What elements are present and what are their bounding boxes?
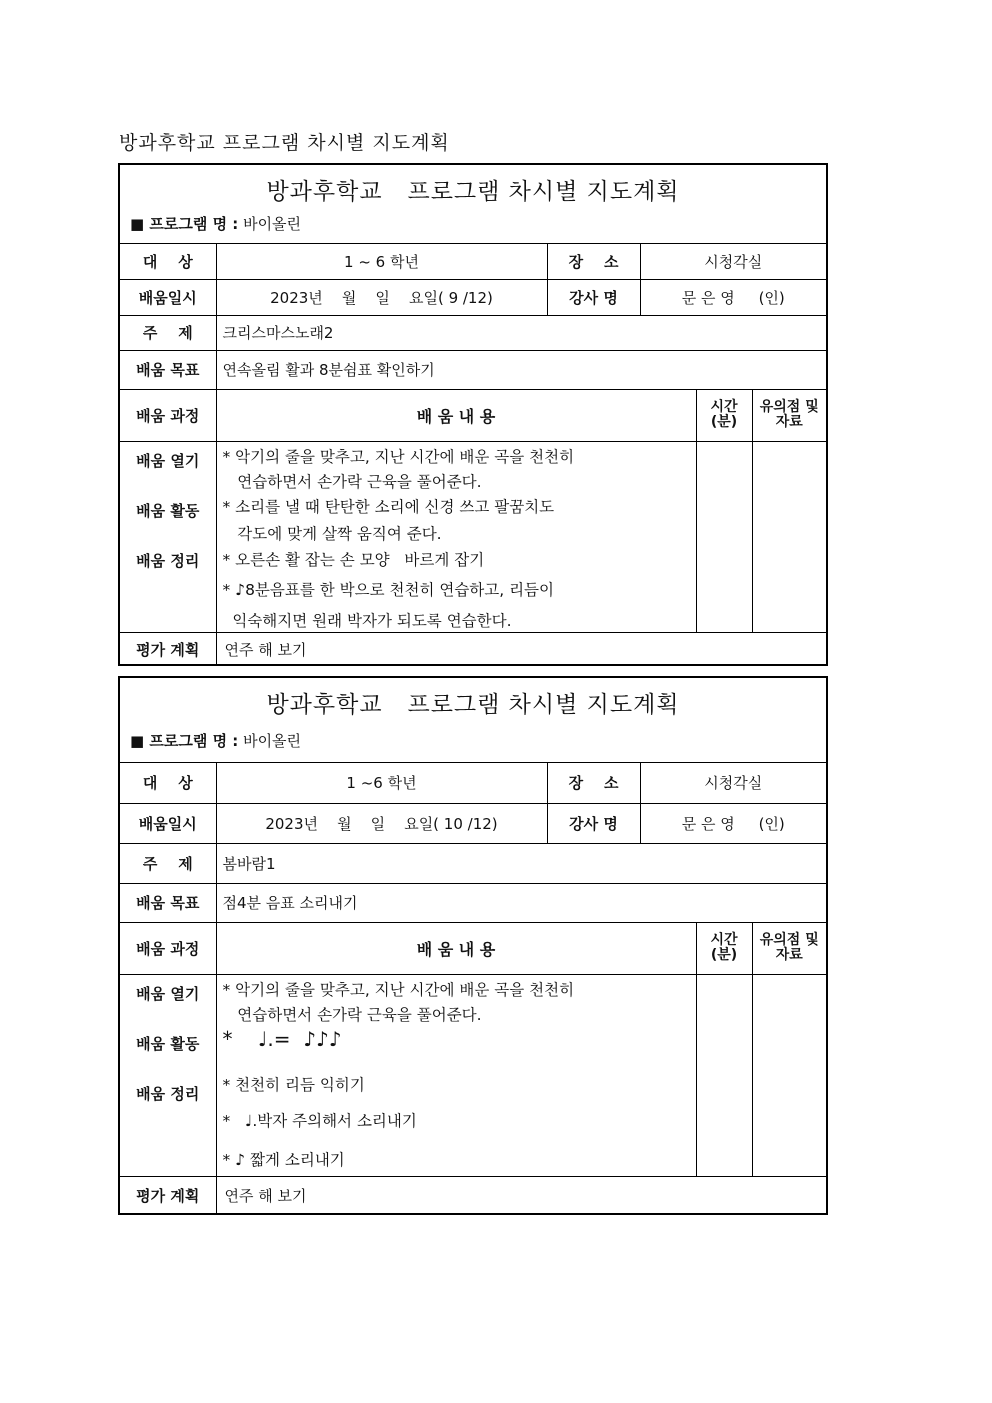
- place-value: 시청각실: [640, 244, 826, 279]
- time-cell: [696, 441, 752, 632]
- time-header-line-2: (분): [710, 947, 738, 963]
- teacher-label: 강사 명: [547, 279, 640, 315]
- topic-value: 봄바람1: [216, 843, 826, 883]
- teacher-label: 강사 명: [547, 803, 640, 843]
- program-name-label: ■ 프로그램 명 :: [130, 215, 239, 233]
- content-line: * 오른손 활 잡는 손 모양 바르게 잡기: [222, 550, 485, 569]
- content-line: 각도에 맞게 살짝 움직여 준다.: [222, 524, 442, 543]
- content-line: * 천천히 리듬 익히기: [222, 1075, 365, 1094]
- stage-open-label: 배움 열기: [136, 451, 200, 470]
- program-name-line: [130, 730, 301, 751]
- notes-header-line-2: 자료: [775, 414, 803, 430]
- lesson-plan-1: [118, 163, 828, 666]
- topic-label: 주 제: [120, 843, 216, 883]
- datetime-label: 배움일시: [120, 803, 216, 843]
- time-header-line-2: (분): [710, 414, 738, 430]
- datetime-value: 2023년 월 일 요일( 9 /12): [216, 279, 547, 315]
- datetime-label: 배움일시: [120, 279, 216, 315]
- notes-header-line-2: 자료: [775, 947, 803, 963]
- program-name-line: [130, 213, 301, 234]
- evaluation-label: 평가 계획: [120, 1176, 216, 1214]
- stage-close-label: 배움 정리: [136, 1084, 200, 1103]
- plan-title: 방과후학교 프로그램 차시별 지도계획: [266, 692, 680, 718]
- content-header: 배 움 내 용: [216, 922, 696, 974]
- content-body: [216, 974, 696, 1176]
- stage-activity-label: 배움 활동: [136, 1034, 200, 1053]
- notes-header-line-1: 유의점 및: [759, 932, 819, 948]
- time-header-line-1: 시간: [710, 932, 738, 948]
- topic-label: 주 제: [120, 315, 216, 350]
- time-header: [696, 922, 752, 974]
- content-line: * ♪8분음표를 한 박으로 천천히 연습하고, 리듬이: [222, 580, 555, 599]
- notes-header: [752, 389, 826, 441]
- program-name-value: 바이올린: [243, 732, 302, 750]
- process-header: 배움 과정: [120, 922, 216, 974]
- process-header: 배움 과정: [120, 389, 216, 441]
- target-label: 대 상: [120, 244, 216, 279]
- target-value: 1 ~ 6 학년: [216, 244, 547, 279]
- content-header: 배 움 내 용: [216, 389, 696, 441]
- notes-header-line-1: 유의점 및: [759, 399, 819, 415]
- place-label: 장 소: [547, 244, 640, 279]
- target-label: 대 상: [120, 763, 216, 803]
- content-line: 익숙해지면 원래 박자가 되도록 연습한다.: [222, 611, 512, 630]
- lesson-plan-2: [118, 676, 828, 1215]
- plan-title: 방과후학교 프로그램 차시별 지도계획: [266, 179, 680, 205]
- goal-label: 배움 목표: [120, 350, 216, 389]
- content-line-rhythm: * ♩.= ♪♪♪: [222, 1026, 342, 1051]
- stage-close-label: 배움 정리: [136, 551, 200, 570]
- plan-table: [120, 244, 826, 666]
- program-name-value: 바이올린: [243, 215, 302, 233]
- teacher-value: 문 은 영 (인): [640, 803, 826, 843]
- plan-header: [120, 678, 826, 763]
- process-stages: [120, 441, 216, 632]
- notes-cell: [752, 441, 826, 632]
- place-label: 장 소: [547, 763, 640, 803]
- time-header: [696, 389, 752, 441]
- topic-value: 크리스마스노래2: [216, 315, 826, 350]
- notes-cell: [752, 974, 826, 1176]
- stage-open-label: 배움 열기: [136, 984, 200, 1003]
- content-line: * 소리를 낼 때 탄탄한 소리에 신경 쓰고 팔꿈치도: [222, 497, 555, 516]
- goal-value: 점4분 음표 소리내기: [216, 883, 826, 922]
- stage-activity-label: 배움 활동: [136, 501, 200, 520]
- program-name-label: ■ 프로그램 명 :: [130, 732, 239, 750]
- content-line: 연습하면서 손가락 근육을 풀어준다.: [222, 1005, 482, 1024]
- place-value: 시청각실: [640, 763, 826, 803]
- content-line: 연습하면서 손가락 근육을 풀어준다.: [222, 472, 482, 491]
- time-header-line-1: 시간: [710, 399, 738, 415]
- content-line: * ♩.박자 주의해서 소리내기: [222, 1111, 417, 1130]
- target-value: 1 ~6 학년: [216, 763, 547, 803]
- notes-header: [752, 922, 826, 974]
- content-body: [216, 441, 696, 632]
- teacher-value: 문 은 영 (인): [640, 279, 826, 315]
- evaluation-value: 연주 해 보기: [216, 632, 826, 666]
- plan-header: [120, 165, 826, 244]
- evaluation-value: 연주 해 보기: [216, 1176, 826, 1214]
- goal-value: 연속올림 활과 8분쉼표 확인하기: [216, 350, 826, 389]
- datetime-value: 2023년 월 일 요일( 10 /12): [216, 803, 547, 843]
- content-line: * 악기의 줄을 맞추고, 지난 시간에 배운 곡을 천천히: [222, 447, 575, 466]
- plan-table: [120, 763, 826, 1214]
- process-stages: [120, 974, 216, 1176]
- time-cell: [696, 974, 752, 1176]
- evaluation-label: 평가 계획: [120, 632, 216, 666]
- goal-label: 배움 목표: [120, 883, 216, 922]
- content-line: * ♪ 짧게 소리내기: [222, 1150, 345, 1169]
- content-line: * 악기의 줄을 맞추고, 지난 시간에 배운 곡을 천천히: [222, 980, 575, 999]
- document-heading: 방과후학교 프로그램 차시별 지도계획: [119, 132, 450, 154]
